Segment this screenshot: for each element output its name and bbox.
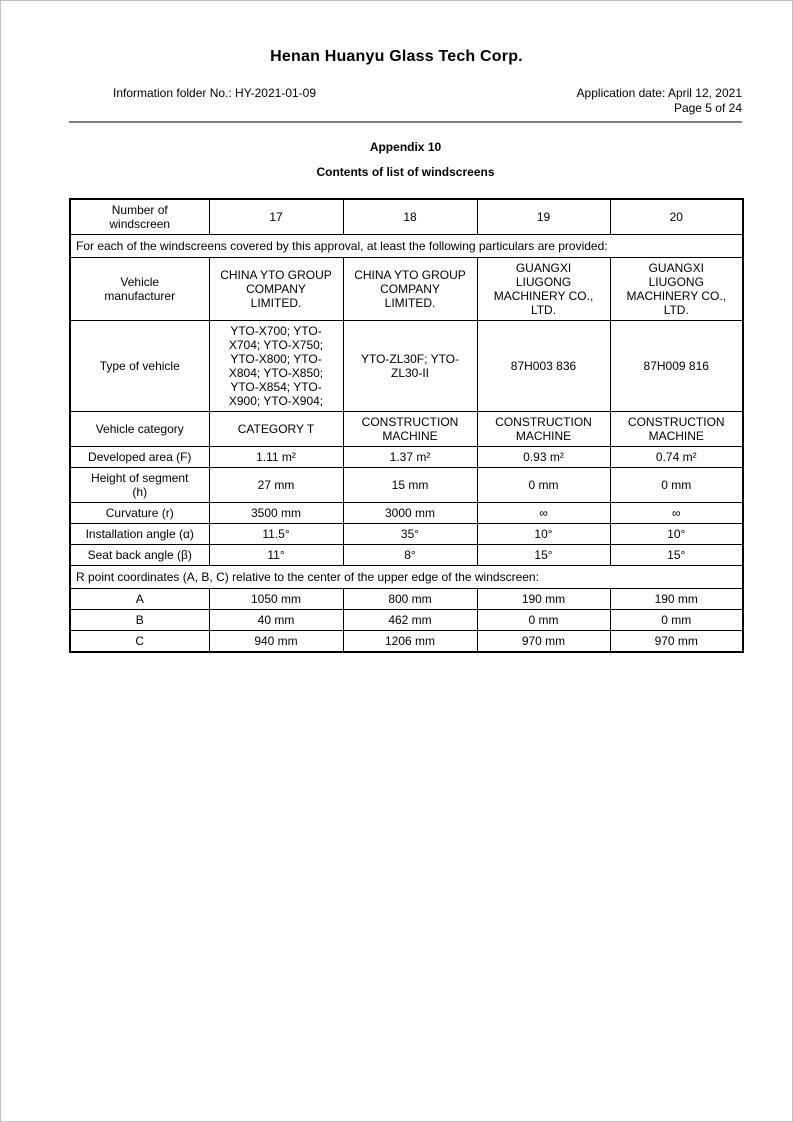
row-label-installation-angle: Installation angle (α) [70,524,209,545]
r-point-note: R point coordinates (A, B, C) relative to the center of the upper edge of the windscreen: [70,566,743,589]
table-row-type-of-vehicle [70,321,743,412]
table-note: For each of the windscreens covered by this approval, at least the following particulars are provided: [70,235,743,258]
content-area [69,86,742,653]
page-number: Page 5 of 24 [673,101,742,115]
table-cell: CONSTRUCTION MACHINE [343,412,477,447]
table-row-coordinate-a [70,589,743,610]
table-cell: 0 mm [477,610,610,631]
meta-right-block [577,86,742,116]
table-cell: 0.93 m² [477,447,610,468]
table-row-curvature [70,503,743,524]
table-cell: ∞ [610,503,743,524]
row-label-number-of-windscreen: Number of windscreen [70,199,209,235]
table-cell: CONSTRUCTION MACHINE [610,412,743,447]
table-row-installation-angle [70,524,743,545]
table-cell: 3000 mm [343,503,477,524]
table-cell-windscreen-18: 18 [343,199,477,235]
row-label-coordinate-a: A [70,589,209,610]
row-label-height-of-segment: Height of segment (h) [70,468,209,503]
table-row-height-of-segment [70,468,743,503]
table-cell: 970 mm [477,631,610,653]
table-cell: YTO-X700; YTO-X704; YTO-X750; YTO-X800; YTO-X804; YTO-X850; YTO-X854; YTO-X900; YTO-X904; [209,321,343,412]
table-cell-windscreen-17: 17 [209,199,343,235]
windscreen-table [69,198,744,653]
document-meta [69,86,742,116]
table-cell: 11° [209,545,343,566]
appendix-title: Appendix 10 [369,140,442,154]
table-cell: 35° [343,524,477,545]
row-label-coordinate-c: C [70,631,209,653]
table-row-seat-back-angle [70,545,743,566]
table-row-note [70,235,743,258]
table-cell: 0.74 m² [610,447,743,468]
table-cell: 15° [610,545,743,566]
company-title: Henan Huanyu Glass Tech Corp. [270,48,523,65]
document-subtitle: Contents of list of windscreens [316,165,495,179]
table-cell: 462 mm [343,610,477,631]
table-cell: 0 mm [477,468,610,503]
table-cell: 87H009 816 [610,321,743,412]
table-cell: 190 mm [477,589,610,610]
table-cell: ∞ [477,503,610,524]
row-label-developed-area: Developed area (F) [70,447,209,468]
table-cell: 1206 mm [343,631,477,653]
table-row-coordinate-b [70,610,743,631]
table-cell: 10° [610,524,743,545]
table-row-coordinate-c [70,631,743,653]
table-cell: GUANGXI LIUGONG MACHINERY CO., LTD. [477,258,610,321]
table-cell: 1050 mm [209,589,343,610]
table-row-header [70,199,743,235]
table-row-vehicle-manufacturer [70,258,743,321]
table-cell-windscreen-20: 20 [610,199,743,235]
table-cell: 970 mm [610,631,743,653]
table-cell: 87H003 836 [477,321,610,412]
table-cell: 40 mm [209,610,343,631]
table-cell: 3500 mm [209,503,343,524]
row-label-seat-back-angle: Seat back angle (β) [70,545,209,566]
row-label-curvature: Curvature (r) [70,503,209,524]
table-cell: 15 mm [343,468,477,503]
table-cell: 940 mm [209,631,343,653]
row-label-coordinate-b: B [70,610,209,631]
application-date: Application date: April 12, 2021 [576,86,742,100]
row-label-vehicle-manufacturer: Vehicle manufacturer [70,258,209,321]
row-label-type-of-vehicle: Type of vehicle [70,321,209,412]
table-cell: 15° [477,545,610,566]
table-cell: 1.37 m² [343,447,477,468]
table-cell: 0 mm [610,468,743,503]
table-cell: 10° [477,524,610,545]
table-cell-windscreen-19: 19 [477,199,610,235]
table-cell: 8° [343,545,477,566]
table-cell: CATEGORY T [209,412,343,447]
row-label-vehicle-category: Vehicle category [70,412,209,447]
table-cell: CHINA YTO GROUP COMPANY LIMITED. [343,258,477,321]
table-cell: GUANGXI LIUGONG MACHINERY CO., LTD. [610,258,743,321]
table-cell: 27 mm [209,468,343,503]
header-divider [69,121,742,123]
table-cell: 11.5° [209,524,343,545]
table-cell: 190 mm [610,589,743,610]
table-row-r-point-note [70,566,743,589]
table-cell: CONSTRUCTION MACHINE [477,412,610,447]
table-cell: 0 mm [610,610,743,631]
table-cell: YTO-ZL30F; YTO-ZL30-II [343,321,477,412]
table-row-vehicle-category [70,412,743,447]
table-row-developed-area [70,447,743,468]
info-folder-number: Information folder No.: HY-2021-01-09 [113,86,317,100]
table-cell: CHINA YTO GROUP COMPANY LIMITED. [209,258,343,321]
table-cell: 1.11 m² [209,447,343,468]
table-cell: 800 mm [343,589,477,610]
